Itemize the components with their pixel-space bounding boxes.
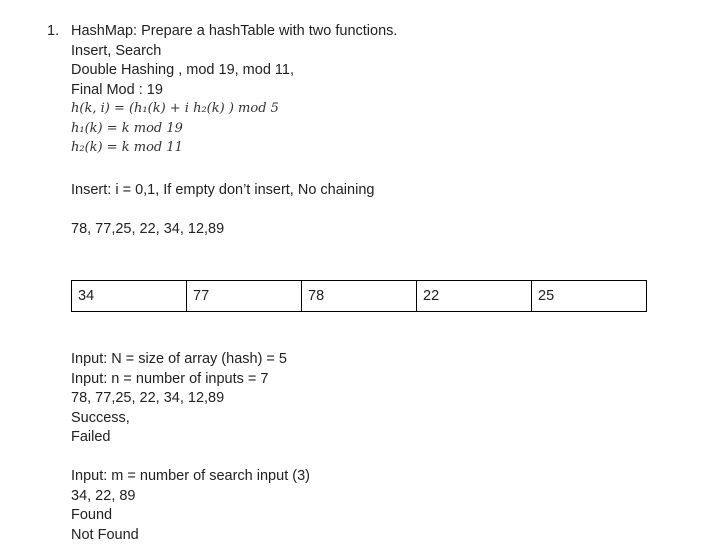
insert-rule: Insert: i = 0,1, If empty don’t insert, No chaining xyxy=(71,182,375,198)
input-values: 78, 77,25, 22, 34, 12,89 xyxy=(71,221,225,237)
search-count-line: Input: m = number of search input (3) xyxy=(71,468,310,484)
h1-formula: h₁(k) = k mod 19 xyxy=(71,120,183,136)
hash-slot-1: 77 xyxy=(187,281,302,312)
problem-header xyxy=(71,22,397,100)
hash-slot-0: 34 xyxy=(72,281,187,312)
formula-block xyxy=(71,98,279,157)
table-row xyxy=(72,281,647,312)
list-number: 1. xyxy=(47,23,60,39)
functions-line: Insert, Search xyxy=(71,42,162,59)
search-values-line: 34, 22, 89 xyxy=(71,487,136,504)
search-section xyxy=(71,467,310,545)
hash-slot-2: 78 xyxy=(302,281,417,312)
hash-slot-3: 22 xyxy=(417,281,532,312)
found-line: Found xyxy=(71,507,113,523)
hash-table xyxy=(71,280,647,312)
hash-slot-4: 25 xyxy=(532,281,647,312)
problem-title: HashMap: Prepare a hashTable with two functions. xyxy=(71,23,398,39)
not-found-line: Not Found xyxy=(71,526,139,543)
h2-formula: h₂(k) = k mod 11 xyxy=(71,140,183,155)
success-line: Success, xyxy=(71,409,130,426)
hashing-line: Double Hashing , mod 19, mod 11, xyxy=(71,62,295,78)
input-section xyxy=(71,350,287,448)
input-size-line: Input: N = size of array (hash) = 5 xyxy=(71,351,287,367)
input-values-line: 78, 77,25, 22, 34, 12,89 xyxy=(71,390,225,406)
final-mod-line: Final Mod : 19 xyxy=(71,81,163,98)
double-hash-formula: h(k, i) = (h₁(k) + i h₂(k) ) mod 5 xyxy=(71,101,279,116)
input-count-line: Input: n = number of inputs = 7 xyxy=(71,370,269,387)
failed-line: Failed xyxy=(71,429,111,445)
